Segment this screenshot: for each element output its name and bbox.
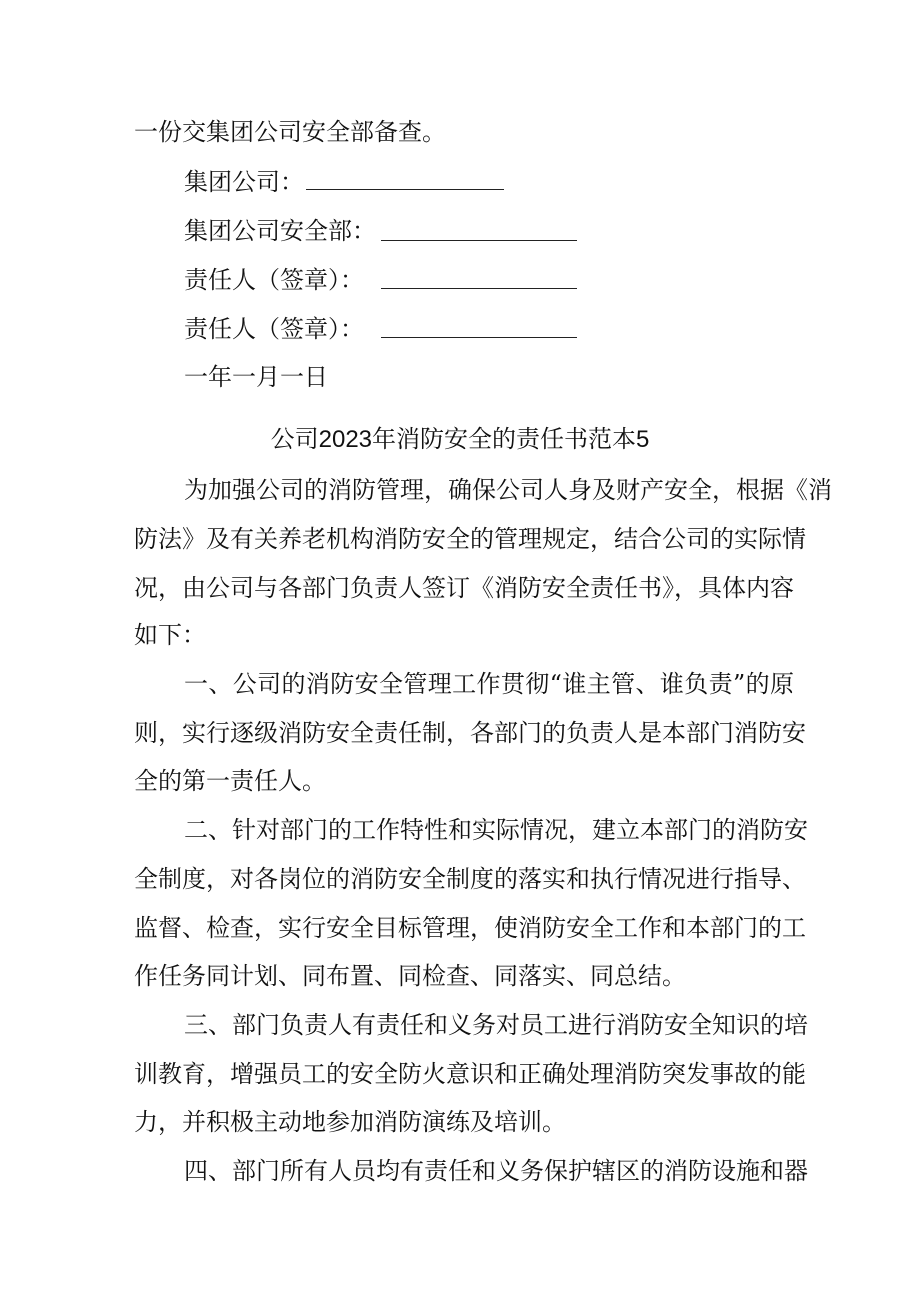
paragraph-line: 二、针对部门的工作特性和实际情况，建立本部门的消防安 (184, 816, 808, 844)
signature-blank-responsible-2 (381, 337, 577, 338)
signature-label-group-company: 集团公司： (184, 168, 304, 196)
paragraph-line: 况，由公司与各部门负责人签订《消防安全责任书》，具体内容 (134, 574, 794, 602)
paragraph-line: 如下： (134, 621, 206, 649)
signature-label-responsible-2: 责任人（签章）： (184, 315, 364, 343)
paragraph-line: 监督、检查，实行安全目标管理，使消防安全工作和本部门的工 (134, 914, 806, 942)
date-line: 一年一月一日 (184, 363, 328, 391)
paragraph-line: 全制度，对各岗位的消防安全制度的落实和执行情况进行指导、 (134, 865, 806, 893)
paragraph-line: 全的第一责任人。 (134, 767, 326, 795)
paragraph-line: 为加强公司的消防管理，确保公司人身及财产安全，根据《消 (184, 476, 832, 504)
paragraph-line: 训教育，增强员工的安全防火意识和正确处理消防突发事故的能 (134, 1060, 806, 1088)
paragraph-line: 力，并积极主动地参加消防演练及培训。 (134, 1108, 566, 1136)
paragraph-line: 作任务同计划、同布置、同检查、同落实、同总结。 (134, 962, 686, 990)
signature-blank-safety-dept (381, 240, 577, 241)
paragraph-line: 则，实行逐级消防安全责任制，各部门的负责人是本部门消防安 (134, 719, 806, 747)
paragraph-line: 四、部门所有人员均有责任和义务保护辖区的消防设施和器 (184, 1157, 808, 1185)
paragraph-line: 三、部门负责人有责任和义务对员工进行消防安全知识的培 (184, 1011, 808, 1039)
continuation-line: 一份交集团公司安全部备查。 (134, 118, 446, 146)
signature-label-responsible-1: 责任人（签章）： (184, 266, 364, 294)
signature-blank-group-company (306, 189, 504, 190)
signature-blank-responsible-1 (381, 288, 577, 289)
paragraph-line: 一、公司的消防安全管理工作贯彻“谁主管、谁负责”的原 (184, 670, 794, 698)
signature-label-safety-dept: 集团公司安全部： (184, 217, 376, 245)
paragraph-line: 防法》及有关养老机构消防安全的管理规定，结合公司的实际情 (134, 525, 806, 553)
document-title: 公司2023年消防安全的责任书范本5 (270, 426, 650, 453)
